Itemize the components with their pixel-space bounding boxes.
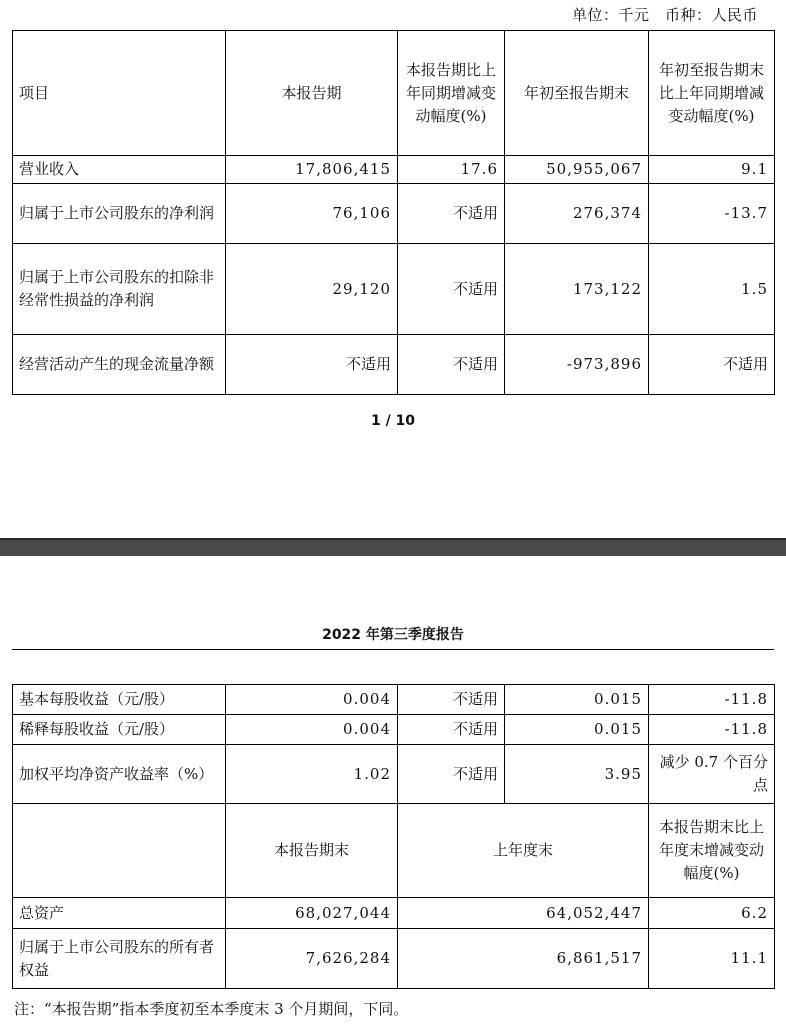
cell-value: 76,106: [226, 184, 398, 244]
row-label: 归属于上市公司股东的扣除非经常性损益的净利润: [13, 244, 226, 335]
subheader-empty: [13, 804, 226, 898]
title-divider: [12, 649, 774, 650]
header-ytd-change: 年初至报告期末比上年同期增减变动幅度(%): [649, 31, 775, 156]
cell-value: -13.7: [649, 184, 775, 244]
financial-data-table-1: [12, 30, 775, 395]
report-title: 2022 年第三季度报告: [322, 627, 464, 643]
header-ytd: 年初至报告期末: [505, 31, 649, 156]
unit-currency-line: 单位：千元 币种：人民币: [571, 6, 758, 24]
cell-value: 11.1: [649, 929, 775, 989]
table-header-row: [13, 31, 775, 156]
cell-value: 不适用: [398, 335, 505, 395]
cell-value: 276,374: [505, 184, 649, 244]
cell-value: 29,120: [226, 244, 398, 335]
cell-value: 50,955,067: [505, 156, 649, 184]
table-row: [13, 745, 775, 804]
cell-value: 不适用: [226, 335, 398, 395]
page-separator: [0, 538, 786, 556]
cell-value: -973,896: [505, 335, 649, 395]
row-label: 总资产: [13, 898, 226, 929]
table-row: [13, 156, 775, 184]
cell-value: 0.004: [226, 685, 398, 715]
cell-value: 不适用: [398, 244, 505, 335]
row-label: 经营活动产生的现金流量净额: [13, 335, 226, 395]
cell-value: -11.8: [649, 715, 775, 745]
cell-value: 0.015: [505, 685, 649, 715]
cell-value: -11.8: [649, 685, 775, 715]
header-period-end: 本报告期末: [226, 804, 398, 898]
row-label: 基本每股收益（元/股）: [13, 685, 226, 715]
financial-data-table-2: [12, 684, 775, 989]
table-row: [13, 715, 775, 745]
cell-value: 不适用: [398, 685, 505, 715]
cell-value: 1.02: [226, 745, 398, 804]
header-prior-year-end: 上年度末: [398, 804, 649, 898]
table-row: [13, 184, 775, 244]
cell-value: 不适用: [649, 335, 775, 395]
cell-value: 6.2: [649, 898, 775, 929]
cell-value: 6,861,517: [398, 929, 649, 989]
page-number: 1 / 10: [370, 413, 416, 429]
row-label: 稀释每股收益（元/股）: [13, 715, 226, 745]
cell-value: 0.015: [505, 715, 649, 745]
header-current-period-change: 本报告期比上年同期增减变动幅度(%): [398, 31, 505, 156]
cell-value: 不适用: [398, 715, 505, 745]
cell-value: 3.95: [505, 745, 649, 804]
cell-value: 9.1: [649, 156, 775, 184]
table-row: [13, 685, 775, 715]
header-current-period: 本报告期: [226, 31, 398, 156]
cell-value: 不适用: [398, 184, 505, 244]
row-label: 归属于上市公司股东的净利润: [13, 184, 226, 244]
row-label: 营业收入: [13, 156, 226, 184]
table-row: [13, 335, 775, 395]
row-label: 归属于上市公司股东的所有者权益: [13, 929, 226, 989]
cell-value: 1.5: [649, 244, 775, 335]
cell-value: 68,027,044: [226, 898, 398, 929]
cell-value: 17.6: [398, 156, 505, 184]
header-period-end-change: 本报告期末比上年度末增减变动幅度(%): [649, 804, 775, 898]
header-item: 项目: [13, 31, 226, 156]
table-subheader-row: [13, 804, 775, 898]
cell-value: 17,806,415: [226, 156, 398, 184]
cell-value: 173,122: [505, 244, 649, 335]
row-label: 加权平均净资产收益率（%）: [13, 745, 226, 804]
cell-value: 0.004: [226, 715, 398, 745]
cell-value: 减少 0.7 个百分点: [649, 745, 775, 804]
table-row: [13, 244, 775, 335]
footnote: 注：“本报告期”指本季度初至本季度末 3 个月期间，下同。: [14, 1000, 409, 1018]
cell-value: 64,052,447: [398, 898, 649, 929]
cell-value: 不适用: [398, 745, 505, 804]
table-row: [13, 898, 775, 929]
cell-value: 7,626,284: [226, 929, 398, 989]
table-row: [13, 929, 775, 989]
